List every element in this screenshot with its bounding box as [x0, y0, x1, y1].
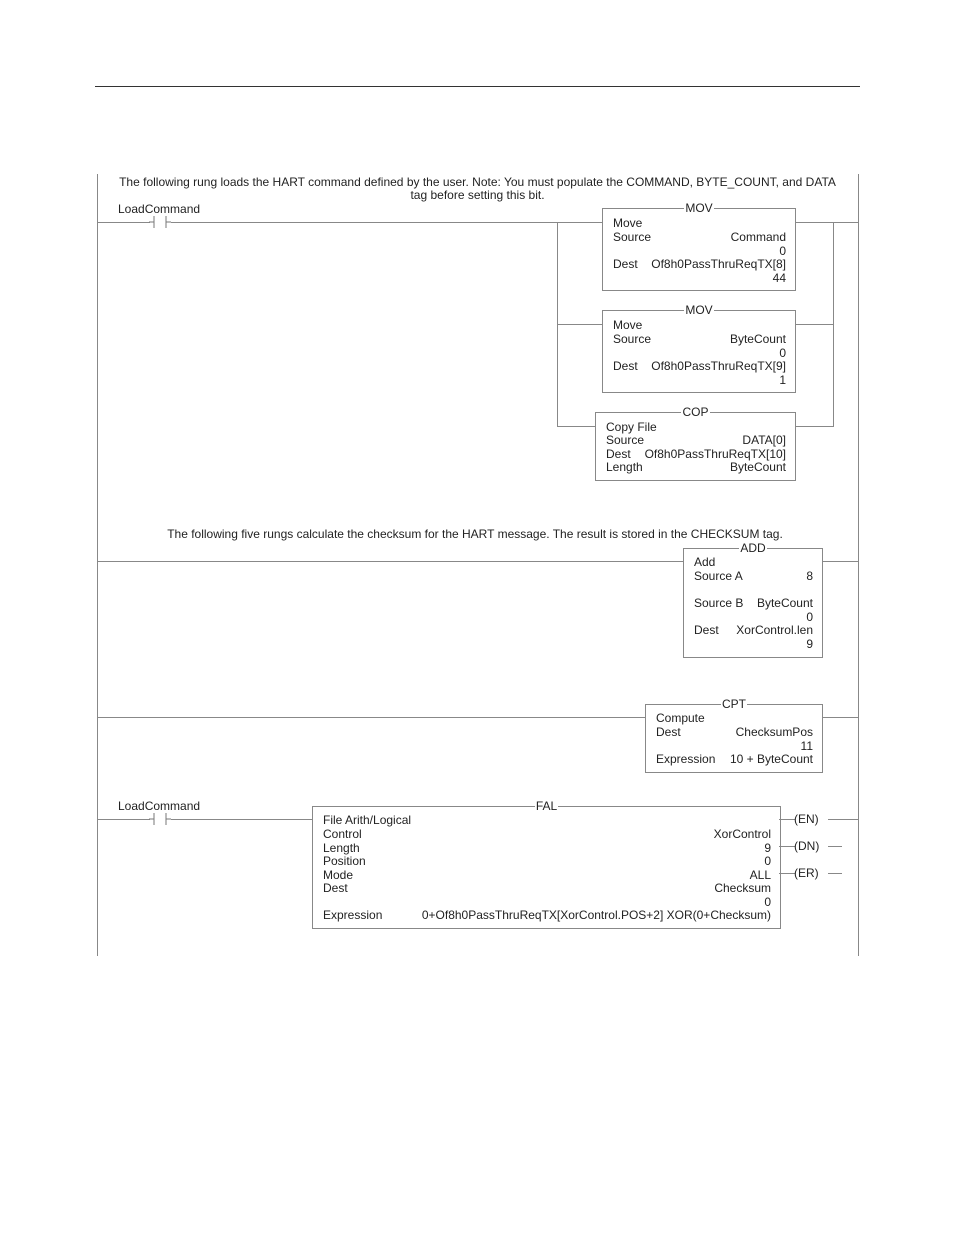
add-source-a-value[interactable]: 8 — [806, 569, 813, 583]
add-name: Add — [694, 555, 716, 569]
mov1-dest-label: Dest — [613, 257, 638, 271]
fal-control-label: Control — [323, 827, 362, 841]
left-power-rail — [97, 174, 98, 956]
rung1-comment-line2: tag before setting this bit. — [410, 188, 545, 202]
mov1-dest-value: 44 — [772, 271, 786, 285]
cpt-dest-label: Dest — [656, 725, 681, 739]
fal-dn-label: DN — [798, 839, 816, 853]
fal-dn-wire-in — [779, 846, 795, 847]
fal-mode-label: Mode — [323, 868, 354, 882]
right-power-rail — [858, 174, 859, 956]
cop-dest-label: Dest — [606, 447, 631, 461]
fal-er-label: ER — [798, 866, 815, 880]
add-source-b-tag[interactable]: ByteCount — [756, 596, 813, 610]
rung1-comment-line1: The following rung loads the HART command defined by the user. Note: You must populate the COMMAND, BYTE_COUNT, and DATA — [119, 175, 836, 189]
cpt-title: CPT — [722, 697, 746, 711]
add-dest-label: Dest — [694, 623, 719, 637]
add-source-b-label: Source B — [694, 596, 744, 610]
fal-er-wire-in — [779, 873, 795, 874]
cop-dest-tag[interactable]: Of8h0PassThruReqTX[10] — [644, 447, 786, 461]
add-dest-value: 9 — [806, 637, 813, 651]
mov2-dest-label: Dest — [613, 359, 638, 373]
mov1-source-value: 0 — [779, 244, 786, 258]
rung2-comment: The following five rungs calculate the checksum for the HART message. The result is stored in the CHECKSUM tag. — [167, 527, 783, 541]
rung1-branch3-in — [557, 426, 596, 427]
mov1-source-tag[interactable]: Command — [730, 230, 786, 244]
cpt-instruction[interactable] — [645, 697, 823, 773]
rung2-wire-in — [98, 561, 683, 562]
cop-source-label: Source — [606, 433, 645, 447]
rung1-wire-out — [795, 222, 858, 223]
fal-control-value[interactable]: XorControl — [713, 827, 771, 841]
fal-mode-value[interactable]: ALL — [749, 868, 771, 882]
fal-length-value[interactable]: 9 — [764, 841, 771, 855]
rung1-comment — [100, 176, 855, 202]
mov2-dest-tag[interactable]: Of8h0PassThruReqTX[9] — [651, 359, 786, 373]
rung1-contact-tag[interactable]: LoadCommand — [118, 202, 201, 216]
cop-title: COP — [682, 405, 709, 419]
rung1-branch2-in — [557, 324, 603, 325]
fal-er-coil[interactable]: (ER) — [794, 866, 819, 880]
mov2-source-tag[interactable]: ByteCount — [729, 332, 786, 346]
fal-en-label: EN — [798, 812, 815, 826]
rung4-contact-tag[interactable]: LoadCommand — [118, 799, 201, 813]
mov-instruction-2[interactable] — [602, 303, 796, 393]
fal-dest-tag[interactable]: Checksum — [714, 881, 771, 895]
mov2-source-label: Source — [613, 332, 652, 346]
rung1-wire-left — [98, 222, 150, 223]
cpt-dest-value: 11 — [800, 739, 813, 753]
fal-dn-coil[interactable]: (DN) — [794, 839, 820, 853]
cop-length-tag[interactable]: ByteCount — [729, 460, 786, 474]
fal-er-wire-out — [828, 873, 842, 874]
cop-instruction[interactable] — [595, 405, 796, 481]
fal-position-value[interactable]: 0 — [764, 854, 771, 868]
rung4-wire-main — [171, 819, 313, 820]
fal-name: File Arith/Logical — [323, 813, 412, 827]
fal-dn-wire-out — [828, 846, 842, 847]
cpt-name: Compute — [656, 711, 705, 725]
add-title: ADD — [740, 541, 766, 555]
mov2-name: Move — [613, 318, 643, 332]
cpt-expression-label: Expression — [656, 752, 716, 766]
mov1-dest-tag[interactable]: Of8h0PassThruReqTX[8] — [651, 257, 786, 271]
rung1-branch-right — [833, 222, 834, 427]
cop-source-tag[interactable]: DATA[0] — [742, 433, 786, 447]
fal-en-wire-in — [779, 819, 795, 820]
rung4-xic-contact-icon[interactable] — [149, 813, 171, 825]
rung3-wire-in — [98, 717, 645, 718]
add-dest-tag[interactable]: XorControl.len — [736, 623, 813, 637]
fal-en-wire-out — [828, 819, 858, 820]
mov2-source-value: 0 — [779, 346, 786, 360]
mov2-title: MOV — [685, 303, 713, 317]
rung2-wire-out — [821, 561, 858, 562]
rung1-wire-main — [171, 222, 603, 223]
fal-instruction[interactable] — [312, 799, 781, 929]
fal-title: FAL — [535, 799, 558, 813]
mov1-title: MOV — [685, 201, 713, 215]
add-source-b-value: 0 — [806, 610, 813, 624]
cop-name: Copy File — [606, 420, 657, 434]
add-source-a-label: Source A — [694, 569, 743, 583]
rung1-branch2-out — [795, 324, 833, 325]
rung4-wire-left — [98, 819, 150, 820]
page-header-rule — [95, 86, 860, 87]
rung1-branch3-out — [795, 426, 833, 427]
cpt-dest-tag[interactable]: ChecksumPos — [735, 725, 813, 739]
mov1-name: Move — [613, 216, 643, 230]
fal-position-label: Position — [323, 854, 366, 868]
fal-dest-value: 0 — [764, 895, 771, 909]
fal-expression-label: Expression — [323, 908, 383, 922]
rung3-wire-out — [821, 717, 858, 718]
fal-length-label: Length — [323, 841, 360, 855]
mov-instruction-1[interactable] — [602, 201, 796, 291]
cop-length-label: Length — [606, 460, 643, 474]
add-instruction[interactable] — [683, 541, 823, 658]
fal-en-coil[interactable]: (EN) — [794, 812, 819, 826]
fal-expression-value[interactable]: 0+Of8h0PassThruReqTX[XorControl.POS+2] XOR(0+Checksum) — [421, 908, 771, 922]
rung1-xic-contact-icon[interactable] — [149, 216, 171, 228]
mov2-dest-value: 1 — [779, 373, 786, 387]
cpt-expression-value[interactable]: 10 + ByteCount — [729, 752, 813, 766]
fal-dest-label: Dest — [323, 881, 348, 895]
mov1-source-label: Source — [613, 230, 652, 244]
